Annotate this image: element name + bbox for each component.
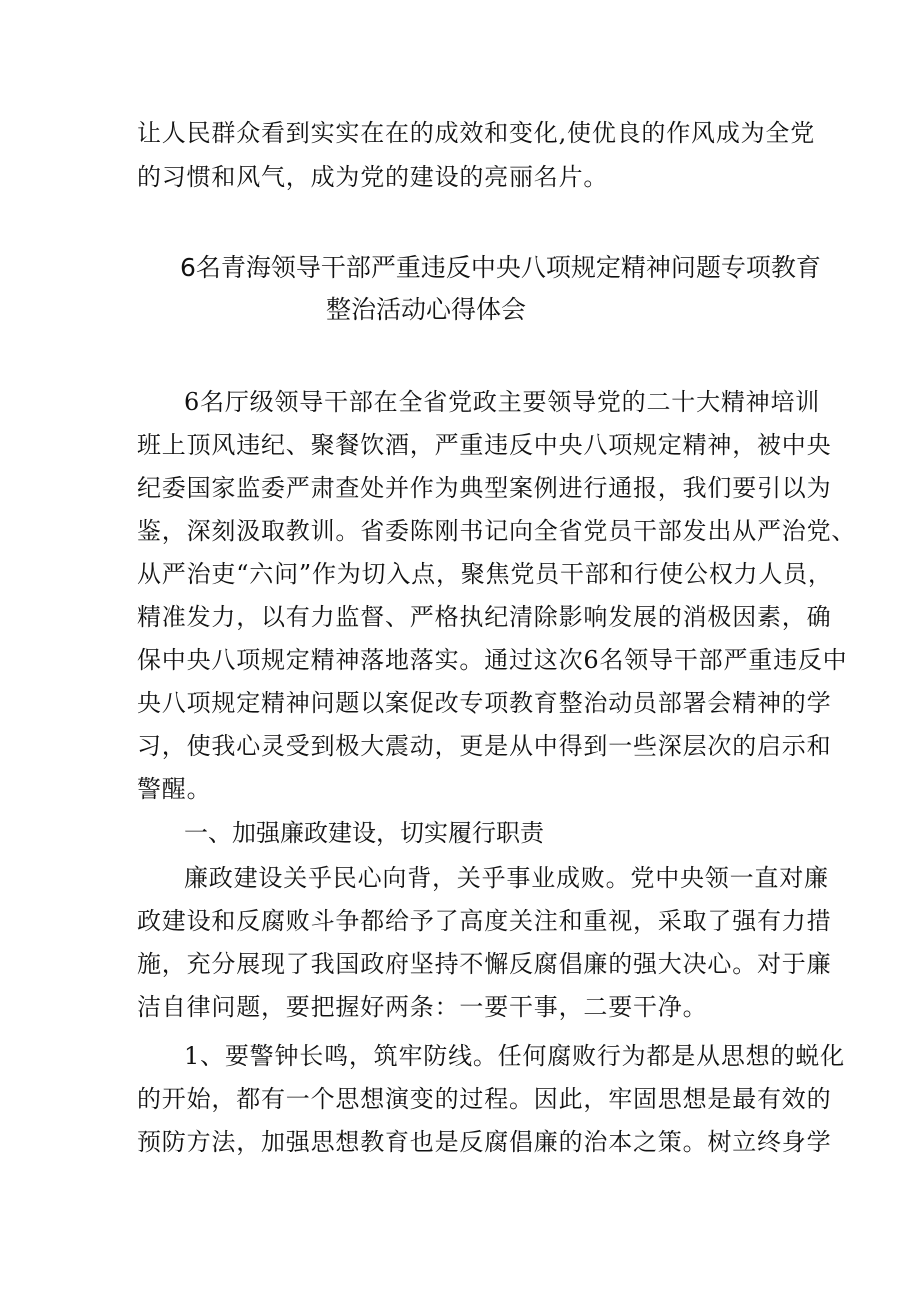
paragraph-1-line-10: 警醒。 [137,775,212,803]
article-title-line-1: 6名青海领导干部严重违反中央八项规定精神问题专项教育 [180,253,821,282]
paragraph-1-line-6: 精准发力，以有力监督、严格执纪清除影响发展的消极因素，确 [137,603,832,631]
paragraph-2-line-1: 廉政建设关乎民心向背，关乎事业成败。党中央领一直对廉 [184,864,829,892]
paragraph-1-line-4: 鉴，深刻汲取教训。省委陈刚书记向全省党员干部发出从严治党、 [137,517,857,545]
paragraph-3-line-1: 1、要警钟长鸣，筑牢防线。任何腐败行为都是从思想的蜕化 [184,1042,845,1070]
intro-line-1: 让人民群众看到实实在在的成效和变化,使优良的作风成为全党 [137,119,816,147]
paragraph-1-line-8: 央八项规定精神问题以案促改专项教育整治动员部署会精神的学 [137,689,832,717]
paragraph-2-line-3: 施，充分展现了我国政府坚持不懈反腐倡廉的强大决心。对于廉 [137,950,832,978]
article-title-line-2: 整治活动心得体会 [326,295,527,324]
paragraph-2-line-4: 洁自律问题，要把握好两条：一要干事，二要干净。 [137,993,708,1021]
paragraph-3-line-3: 预防方法，加强思想教育也是反腐倡廉的治本之策。树立终身学 [137,1128,832,1156]
section-heading-1: 一、加强廉政建设，切实履行职责 [184,819,544,847]
paragraph-1-line-7: 保中央八项规定精神落地落实。通过这次6名领导干部严重违反中 [137,646,848,674]
paragraph-3-line-2: 的开始，都有一个思想演变的过程。因此，牢固思想是最有效的 [137,1085,832,1113]
paragraph-1-line-5: 从严治吏“六问”作为切入点，聚焦党员干部和行使公权力人员， [137,560,833,588]
paragraph-2-line-2: 政建设和反腐败斗争都给予了高度关注和重视，采取了强有力措 [137,907,832,935]
intro-line-2: 的习惯和风气，成为党的建设的亮丽名片。 [137,163,609,191]
paragraph-1-line-9: 习，使我心灵受到极大震动，更是从中得到一些深层次的启示和 [137,732,832,760]
paragraph-1-line-1: 6名厅级领导干部在全省党政主要领导党的二十大精神培训 [184,388,821,416]
paragraph-1-line-3: 纪委国家监委严肃查处并作为典型案例进行通报，我们要引以为 [137,474,832,502]
paragraph-1-line-2: 班上顶风违纪、聚餐饮酒，严重违反中央八项规定精神，被中央 [137,431,832,459]
